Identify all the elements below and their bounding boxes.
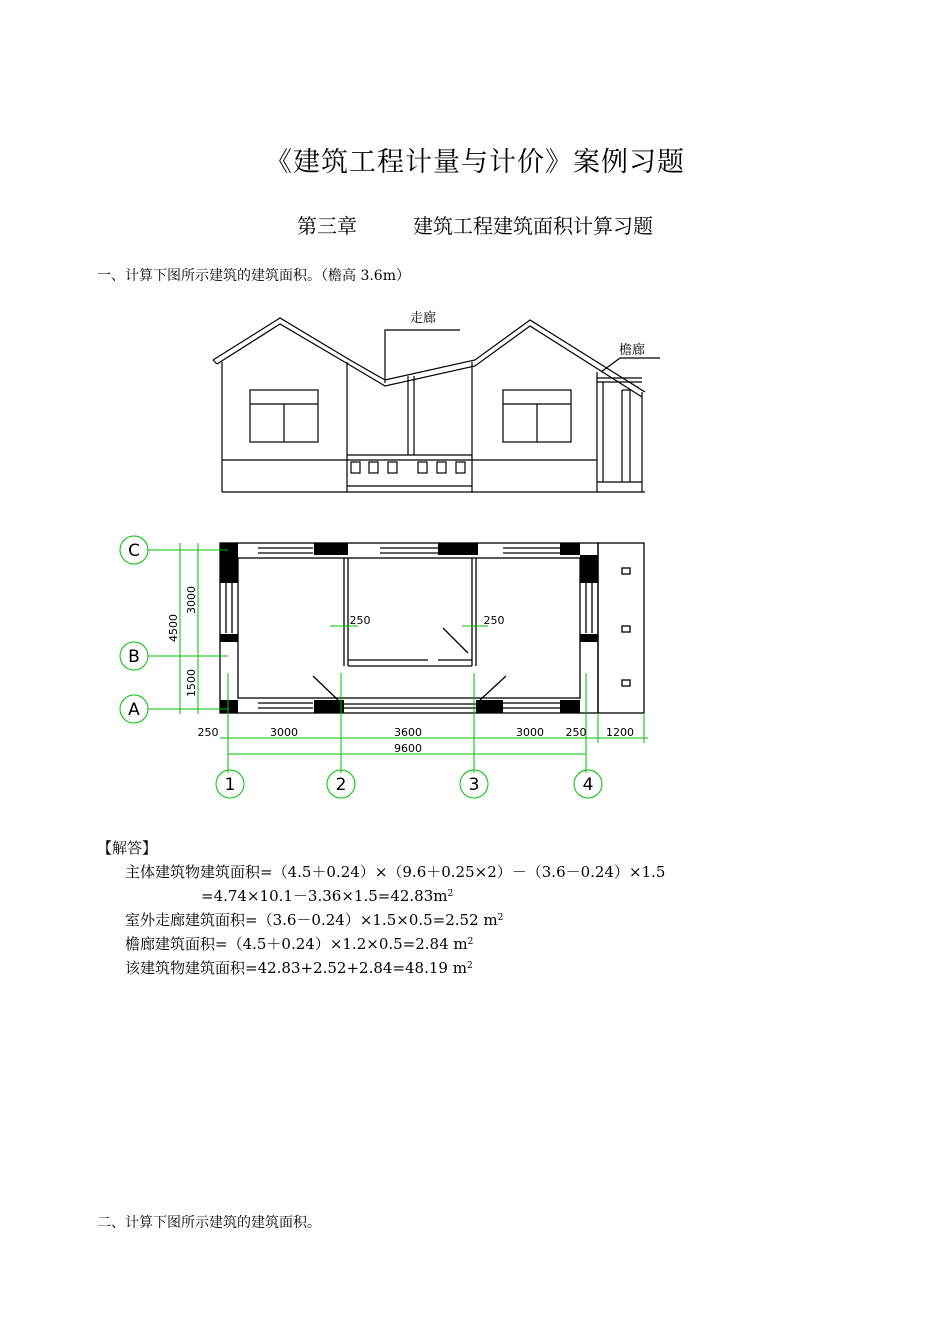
answer-line-5: 该建筑物建筑面积=42.83+2.52+2.84=48.19 $m^2$: [125, 959, 473, 977]
answer-line-4: 檐廊建筑面积=（4.5＋0.24）×1.2×0.5=2.84 $m^2$: [125, 935, 474, 953]
axis-label-a: A: [128, 700, 140, 720]
dim-bay-2: 3600: [394, 726, 422, 739]
elevation-drawing: [205, 300, 665, 500]
question-1: 一、计算下图所示建筑的建筑面积。（檐高 3.6m）: [97, 268, 410, 284]
chapter-name: 建筑工程建筑面积计算习题: [413, 214, 653, 238]
dim-vertical-lower: 1500: [185, 669, 198, 697]
corridor-label: 走廊: [410, 311, 437, 326]
dim-bay-1: 3000: [270, 726, 298, 739]
axis-label-1: 1: [224, 775, 236, 795]
dim-vertical-total: 4500: [167, 614, 180, 642]
answer-line-3: 室外走廊建筑面积=（3.6－0.24）×1.5×0.5=2.52 $m^2$: [125, 911, 504, 929]
dim-inner-2: 250: [483, 614, 505, 627]
axis-label-2: 2: [335, 775, 347, 795]
dim-vertical-upper: 3000: [185, 586, 198, 614]
axis-label-3: 3: [468, 775, 480, 795]
floor-plan-drawing: [108, 528, 668, 808]
question-2: 二、计算下图所示建筑的建筑面积。: [97, 1215, 321, 1231]
dim-wall-left: 250: [197, 726, 219, 739]
answer-heading: 【解答】: [97, 839, 158, 857]
axis-label-b: B: [128, 647, 140, 667]
answer-line-1: 主体建筑物建筑面积=（4.5＋0.24）×（9.6＋0.25×2）－（3.6－0.24）×1.5: [125, 863, 666, 881]
axis-label-c: C: [128, 541, 140, 561]
dim-total: 9600: [394, 742, 422, 755]
eave-corridor-label: 檐廊: [619, 343, 646, 358]
page-title: 《建筑工程计量与计价》案例习题: [265, 147, 685, 178]
answer-block: [97, 836, 665, 980]
chapter-heading: [0, 210, 950, 239]
answer-line-2: $=4.74\times 10.1-3.36\times 1.5=42.83m^2$: [201, 887, 454, 905]
dim-inner-1: 250: [349, 614, 371, 627]
axis-label-4: 4: [582, 775, 594, 795]
chapter-number: 第三章: [297, 214, 357, 238]
dim-wall-right: 250: [565, 726, 587, 739]
dim-bay-3: 3000: [516, 726, 544, 739]
dim-eave: 1200: [606, 726, 634, 739]
